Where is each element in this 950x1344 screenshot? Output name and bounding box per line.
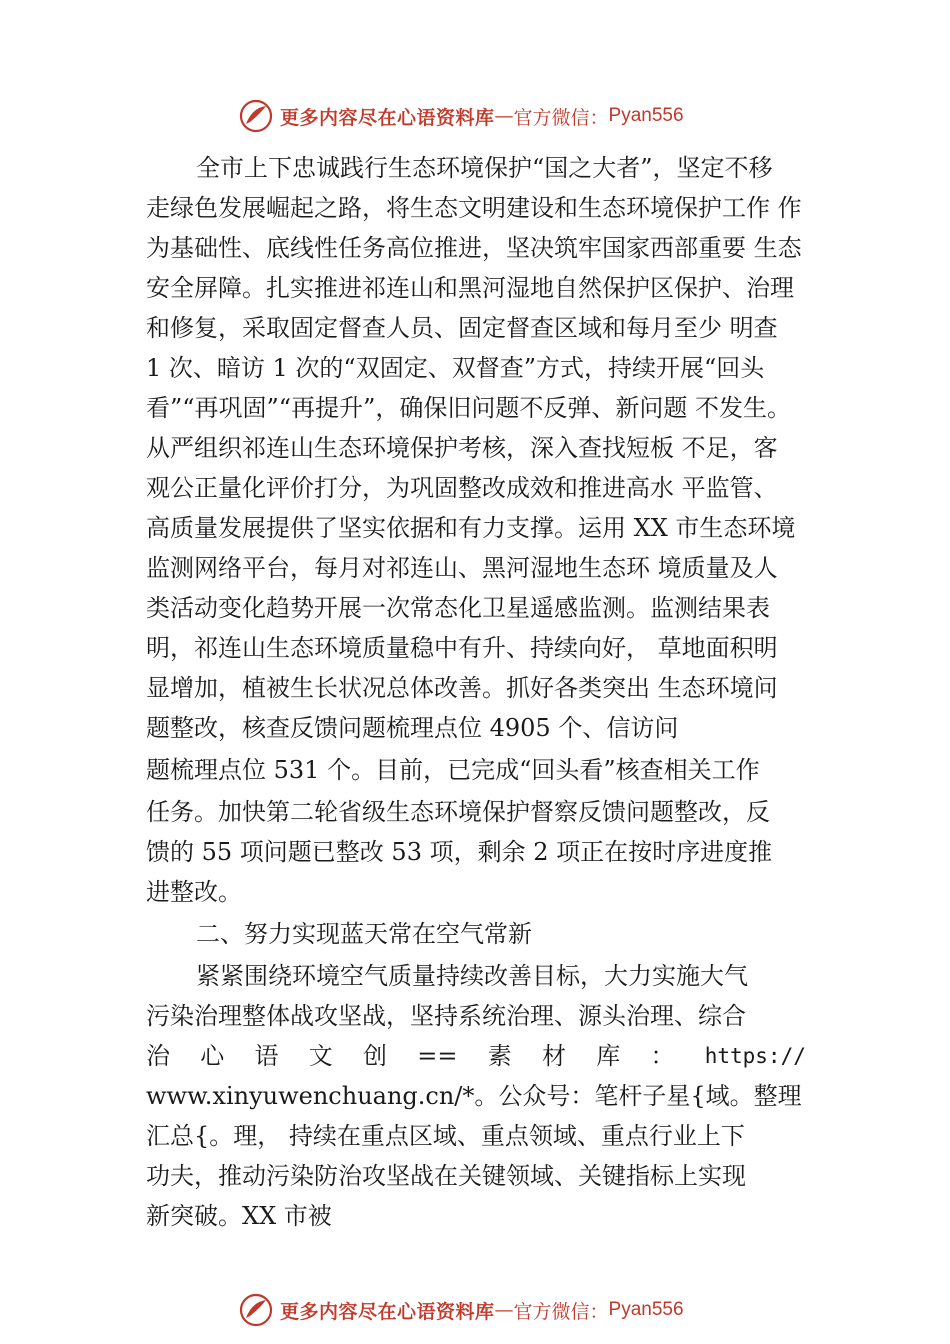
text-line: 类活动变化趋势开展一次常态化卫星遥感监测。监测结果表 [146, 594, 770, 622]
text-line: 和修复，采取固定督查人员、固定督查区域和每月至少 明查 [146, 314, 778, 342]
text-line: 走绿色发展崛起之路，将生态文明建设和生态环境保护工作 作 [146, 194, 802, 222]
text-line: 全市上下忠诚践行生态环境保护“国之大者”，坚定不移 [196, 154, 773, 182]
banner-label: 官方微信： [513, 106, 609, 129]
text-line: 高质量发展提供了坚实依据和有力支撑。运用 XX 市生态环境 [146, 514, 796, 542]
spread-char: 素 [487, 1042, 512, 1070]
text-line: 从严组织祁连山生态环境保护考核，深入查找短板 不足，客 [146, 434, 778, 462]
banner-handle: Pyan556 [608, 105, 684, 126]
text-line: 显增加，植被生长状况总体改善。抓好各类突出 生态环境问 [146, 674, 778, 702]
spread-char: 文 [308, 1042, 333, 1070]
spread-text-line [146, 1038, 806, 1076]
spread-char: 库 [596, 1042, 621, 1070]
text-line: 明，祁连山生态环境质量稳中有升、持续向好， 草地面积明 [146, 634, 778, 662]
text-line: 看”“再巩固”“再提升”，确保旧问题不反弹、新问题 不发生。 [146, 394, 791, 422]
text-line: 任务。加快第二轮省级生态环境保护督察反馈问题整改，反 [146, 798, 770, 826]
spread-char: 治 [146, 1042, 170, 1070]
text-line: 新突破。XX 市被 [146, 1202, 332, 1230]
text-line: 功夫，推动污染防治攻坚战在关键领域、关键指标上实现 [146, 1162, 746, 1190]
footer-banner [238, 1290, 684, 1330]
banner-dash: — [494, 105, 514, 127]
spread-char: 创 [363, 1042, 387, 1070]
text-line: 进整改。 [146, 878, 242, 906]
text-line: 紧紧围绕环境空气质量持续改善目标，大力实施大气 [196, 962, 748, 990]
brand-logo-icon [238, 98, 274, 134]
text-line: 题梳理点位 531 个。目前，已完成“回头看”核查相关工作 [146, 756, 760, 784]
section-heading: 二、努力实现蓝天常在空气常新 [196, 920, 532, 948]
brand-logo-icon [238, 1292, 274, 1328]
text-line: 安全屏障。扎实推进祁连山和黑河湿地自然保护区保护、治理 [146, 274, 794, 302]
text-line: 题整改，核查反馈问题梳理点位 4905 个、信访问 [146, 714, 679, 742]
text-line: www.xinyuwenchuang.cn/*。公众号：笔杆子星{域。整理 [146, 1082, 802, 1110]
banner-dash: — [494, 1299, 514, 1321]
text-line: 馈的 55 项问题已整改 53 项，剩余 2 项正在按时序进度推 [146, 838, 773, 866]
text-line: 汇总{。理， 持续在重点区域、重点领域、重点行业上下 [146, 1122, 745, 1150]
spread-char: 材 [541, 1042, 566, 1070]
spread-char: 语 [254, 1042, 279, 1070]
text-line: 为基础性、底线性任务高位推进，坚决筑牢国家西部重要 生态 [146, 234, 802, 262]
text-line: 污染治理整体战攻坚战，坚持系统治理、源头治理、综合 [146, 1002, 746, 1030]
text-line: 监测网络平台，每月对祁连山、黑河湿地生态环 境质量及人 [146, 554, 778, 582]
spread-char: ： [650, 1042, 675, 1070]
spread-char: == [417, 1042, 458, 1070]
banner-handle: Pyan556 [608, 1299, 684, 1320]
text-line: 观公正量化评价打分，为巩固整改成效和推进高水 平监管、 [146, 474, 778, 502]
header-banner [238, 96, 684, 136]
spread-url: https:// [704, 1044, 806, 1068]
banner-brand: 更多内容尽在心语资料库 [280, 1300, 495, 1323]
banner-brand: 更多内容尽在心语资料库 [280, 106, 495, 129]
spread-char: 心 [200, 1042, 225, 1070]
banner-label: 官方微信： [513, 1300, 609, 1323]
text-line: 1 次、暗访 1 次的“双固定、双督查”方式，持续开展“回头 [146, 354, 765, 382]
